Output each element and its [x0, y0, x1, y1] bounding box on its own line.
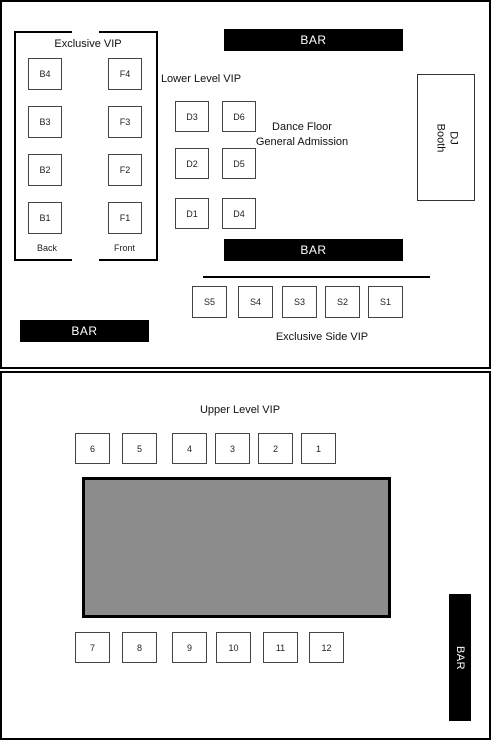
bar-bottom-left: BAR	[20, 320, 149, 342]
front-label: Front	[114, 243, 136, 253]
table-2[interactable]: 2	[258, 433, 293, 464]
back-label: Back	[37, 243, 58, 253]
exclusive-vip-title: Exclusive VIP	[54, 38, 122, 50]
dj-booth-label: DJ Booth	[434, 123, 459, 152]
table-b1[interactable]: B1	[28, 202, 62, 234]
table-d6[interactable]: D6	[222, 101, 256, 132]
table-5[interactable]: 5	[122, 433, 157, 464]
table-7[interactable]: 7	[75, 632, 110, 663]
table-f1[interactable]: F1	[108, 202, 142, 234]
exclusive-vip-bottom-right-rail	[99, 259, 158, 261]
exclusive-vip-top-right-rail	[99, 31, 158, 33]
upper-level-vip-title: Upper Level VIP	[199, 404, 281, 416]
table-s4[interactable]: S4	[238, 286, 273, 318]
table-9[interactable]: 9	[172, 632, 207, 663]
table-f4[interactable]: F4	[108, 58, 142, 90]
exclusive-vip-bottom-left-rail	[14, 259, 72, 261]
table-4[interactable]: 4	[172, 433, 207, 464]
table-s2[interactable]: S2	[325, 286, 360, 318]
table-3[interactable]: 3	[215, 433, 250, 464]
exclusive-vip-left-wall	[14, 31, 16, 261]
table-s3[interactable]: S3	[282, 286, 317, 318]
central-floor-area	[82, 477, 391, 618]
table-d3[interactable]: D3	[175, 101, 209, 132]
bar-top: BAR	[224, 29, 403, 51]
table-s1[interactable]: S1	[368, 286, 403, 318]
table-b4[interactable]: B4	[28, 58, 62, 90]
table-d5[interactable]: D5	[222, 148, 256, 179]
dance-floor-label: Dance Floor	[272, 121, 332, 133]
table-b3[interactable]: B3	[28, 106, 62, 138]
table-11[interactable]: 11	[263, 632, 298, 663]
bar-middle: BAR	[224, 239, 403, 261]
table-6[interactable]: 6	[75, 433, 110, 464]
table-s5[interactable]: S5	[192, 286, 227, 318]
exclusive-vip-top-left-rail	[14, 31, 72, 33]
table-d4[interactable]: D4	[222, 198, 256, 229]
bar-upper-right	[449, 594, 471, 721]
general-admission-label: General Admission	[255, 136, 349, 148]
side-vip-rail	[203, 276, 430, 278]
bar-upper-right-label: BAR	[454, 645, 466, 670]
exclusive-vip-right-wall	[156, 31, 158, 261]
table-d2[interactable]: D2	[175, 148, 209, 179]
dj-booth	[417, 74, 475, 201]
table-f3[interactable]: F3	[108, 106, 142, 138]
table-f2[interactable]: F2	[108, 154, 142, 186]
table-d1[interactable]: D1	[175, 198, 209, 229]
table-10[interactable]: 10	[216, 632, 251, 663]
lower-level-vip-title: Lower Level VIP	[160, 73, 242, 85]
exclusive-side-vip-title: Exclusive Side VIP	[275, 331, 369, 343]
table-b2[interactable]: B2	[28, 154, 62, 186]
table-8[interactable]: 8	[122, 632, 157, 663]
table-12[interactable]: 12	[309, 632, 344, 663]
table-1[interactable]: 1	[301, 433, 336, 464]
